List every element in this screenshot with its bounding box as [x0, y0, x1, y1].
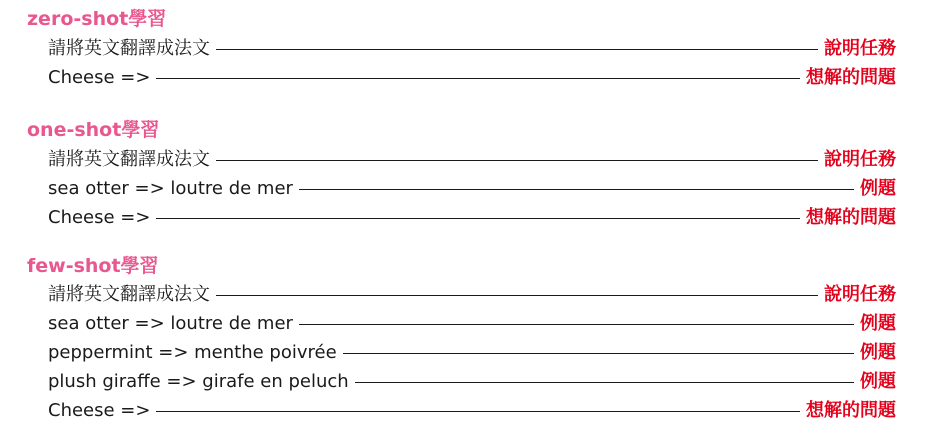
question-row — [48, 66, 896, 90]
example-row — [48, 312, 896, 336]
task-row — [48, 148, 896, 172]
section-title: few-shot學習 — [27, 255, 159, 277]
example-row — [48, 177, 896, 201]
row-label: 例題 — [860, 371, 896, 392]
connector-line — [299, 324, 854, 325]
prompt-text: plush giraffe => girafe en peluch — [48, 371, 349, 392]
connector-line — [156, 218, 800, 219]
connector-line — [216, 295, 818, 296]
prompt-text: Cheese => — [48, 207, 151, 228]
prompt-text: Cheese => — [48, 400, 151, 421]
task-row — [48, 37, 896, 61]
prompt-text: sea otter => loutre de mer — [48, 178, 293, 199]
connector-line — [299, 189, 854, 190]
prompt-text: sea otter => loutre de mer — [48, 313, 293, 334]
row-label: 例題 — [860, 342, 896, 363]
prompt-text: peppermint => menthe poivrée — [48, 342, 337, 363]
section-title: one-shot學習 — [27, 119, 160, 141]
row-label: 例題 — [860, 313, 896, 334]
prompt-text: 請將英文翻譯成法文 — [48, 38, 210, 59]
connector-line — [216, 160, 818, 161]
question-row — [48, 206, 896, 230]
example-row — [48, 341, 896, 365]
prompt-text: Cheese => — [48, 67, 151, 88]
example-row — [48, 370, 896, 394]
section-title: zero-shot學習 — [27, 8, 167, 30]
connector-line — [156, 411, 800, 412]
connector-line — [343, 353, 854, 354]
row-label: 想解的問題 — [806, 400, 896, 421]
row-label: 例題 — [860, 178, 896, 199]
connector-line — [216, 49, 818, 50]
row-label: 想解的問題 — [806, 207, 896, 228]
row-label: 說明任務 — [824, 149, 896, 170]
row-label: 說明任務 — [824, 284, 896, 305]
prompt-text: 請將英文翻譯成法文 — [48, 149, 210, 170]
task-row — [48, 283, 896, 307]
question-row — [48, 399, 896, 423]
prompt-text: 請將英文翻譯成法文 — [48, 284, 210, 305]
row-label: 說明任務 — [824, 38, 896, 59]
row-label: 想解的問題 — [806, 67, 896, 88]
connector-line — [355, 382, 854, 383]
connector-line — [156, 78, 800, 79]
